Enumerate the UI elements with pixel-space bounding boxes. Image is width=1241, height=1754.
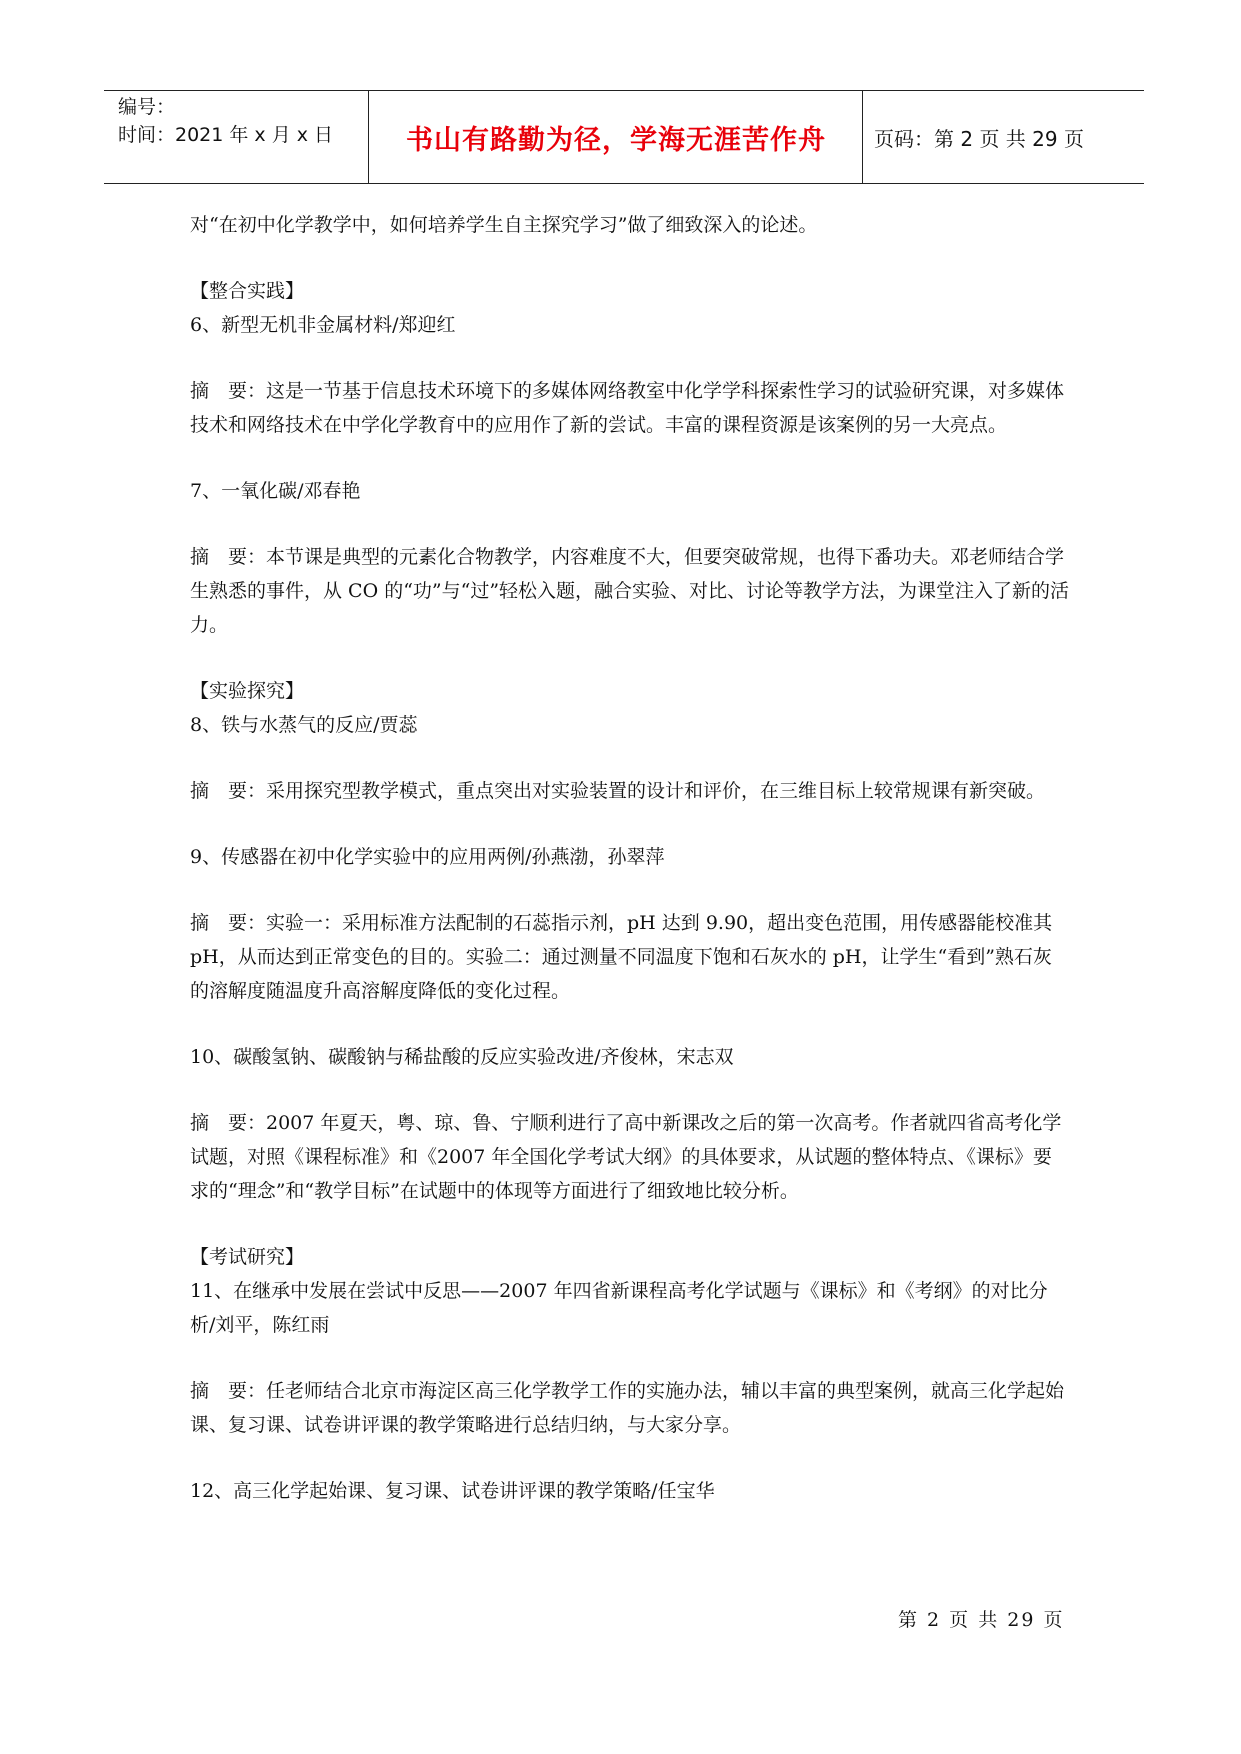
article-abstract: 摘 要：实验一：采用标准方法配制的石蕊指示剂，pH 达到 9.90，超出变色范围，用传感器能校准其 pH，从而达到正常变色的目的。实验二：通过测量不同温度下饱和石灰水的 pH，让学生“看到”熟石灰的溶解度随温度升高溶解度降低的变化过程。 [190,912,1053,1002]
article-abstract: 摘 要：这是一节基于信息技术环境下的多媒体网络教室中化学学科探索性学习的试验研究课，对多媒体技术和网络技术在中学化学教育中的应用作了新的尝试。丰富的课程资源是该案例的另一大亮点。 [190,380,1065,436]
article-title: 6、新型无机非金属材料/郑迎红 [190,314,456,336]
intro-paragraph: 对“在初中化学教学中，如何培养学生自主探究学习”做了细致深入的论述。 [190,214,818,236]
article-abstract: 摘 要：任老师结合北京市海淀区高三化学教学工作的实施办法，辅以丰富的典型案例，就高三化学起始课、复习课、试卷讲评课的教学策略进行总结归纳，与大家分享。 [190,1380,1065,1436]
section-heading: 【实验探究】 [190,680,305,702]
article-abstract: 摘 要：2007 年夏天，粤、琼、鲁、宁顺利进行了高中新课改之后的第一次高考。作者就四省高考化学试题，对照《课程标准》和《2007 年全国化学考试大纲》的具体要求，从试题的整体特点、《课标》要求的“理念”和“教学目标”在试题中的体现等方面进行了细致地比较分析。 [190,1112,1062,1202]
document-body [190,208,1070,1508]
article-title: 11、在继承中发展在尝试中反思——2007 年四省新课程高考化学试题与《课标》和《考纲》的对比分析/刘平，陈红雨 [190,1280,1048,1336]
section-heading: 【考试研究】 [190,1246,305,1268]
header-time-label: 时间：2021 年 x 月 x 日 [118,124,334,146]
section-heading: 【整合实践】 [190,280,305,302]
article-abstract: 摘 要：本节课是典型的元素化合物教学，内容难度不大，但要突破常规，也得下番功夫。邓老师结合学生熟悉的事件，从 CO 的“功”与“过”轻松入题，融合实验、对比、讨论等教学方法，为课堂注入了新的活力。 [190,546,1070,636]
page-header [104,90,1144,184]
header-meta [118,93,368,149]
header-number-label: 编号： [118,96,176,118]
article-title: 10、碳酸氢钠、碳酸钠与稀盐酸的反应实验改进/齐俊林，宋志双 [190,1046,734,1068]
header-divider-left [368,91,369,183]
header-motto: 书山有路勤为径，学海无涯苦作舟 [406,124,826,156]
article-abstract: 摘 要：采用探究型教学模式，重点突出对实验装置的设计和评价，在三维目标上较常规课有新突破。 [190,780,1046,802]
article-title: 12、高三化学起始课、复习课、试卷讲评课的教学策略/任宝华 [190,1480,715,1502]
page-footer: 第 2 页 共 29 页 [898,1609,1065,1631]
article-title: 8、铁与水蒸气的反应/贾蕊 [190,714,418,736]
header-page-info: 页码：第 2 页 共 29 页 [874,126,1084,151]
header-divider-right [862,91,863,183]
article-title: 9、传感器在初中化学实验中的应用两例/孙燕渤，孙翠萍 [190,846,665,868]
article-title: 7、一氧化碳/邓春艳 [190,480,361,502]
